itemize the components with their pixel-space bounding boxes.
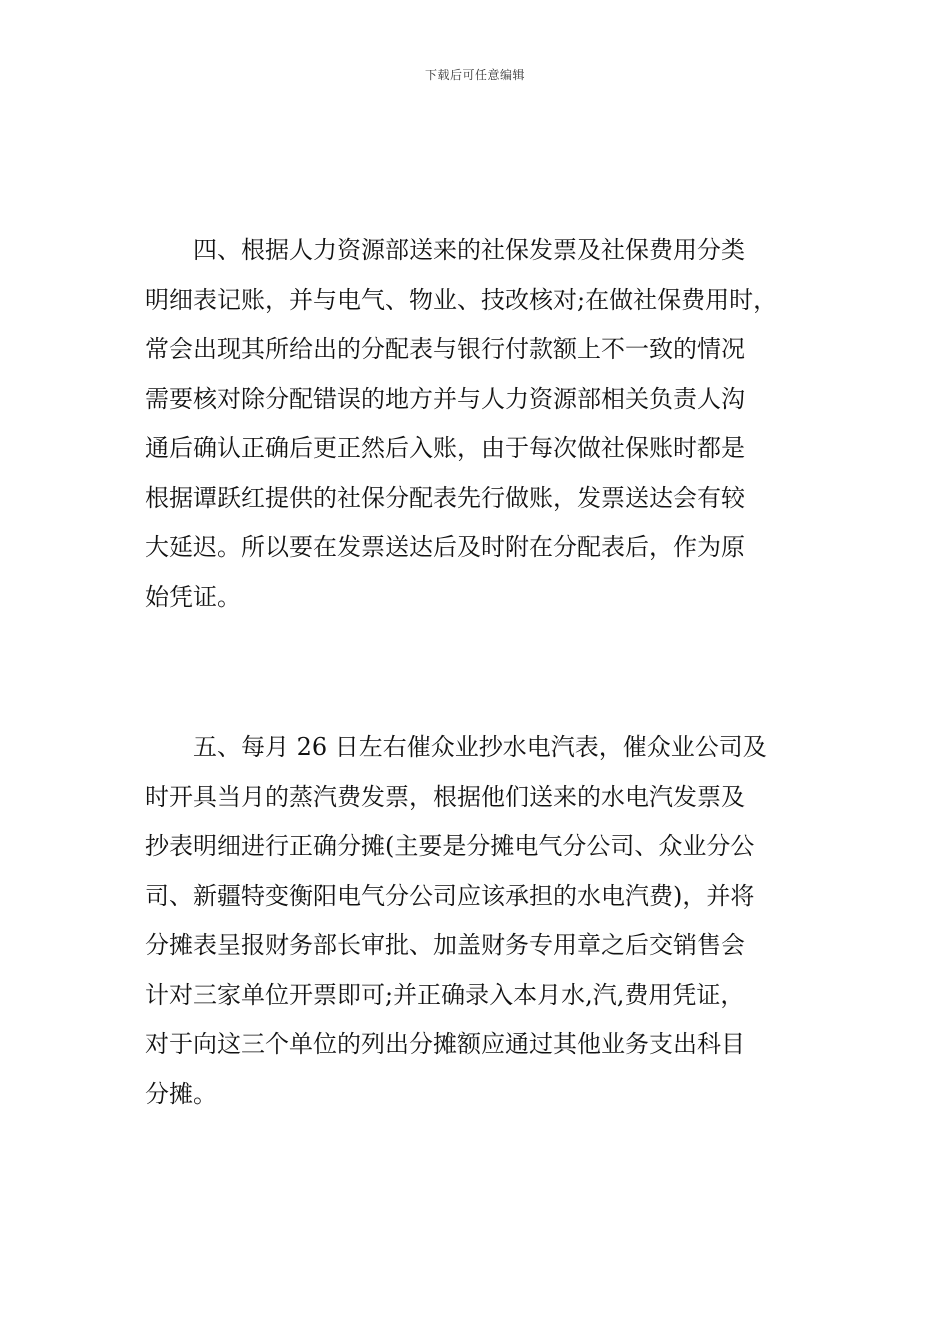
paragraph-line: 对于向这三个单位的列出分摊额应通过其他业务支出科目 (145, 1030, 745, 1058)
paragraph-line: 五、每月 26 日左右催众业抄水电汽表，催众业公司及 (193, 733, 767, 761)
paragraph-line: 始凭证。 (145, 582, 241, 611)
paragraph-line: 通后确认正确后更正然后入账，由于每次做社保账时都是 (145, 434, 745, 462)
paragraph-line: 司、新疆特变衡阳电气分公司应该承担的水电汽费)，并将 (145, 881, 755, 910)
paragraph-line: 明细表记账，并与电气、物业、技改核对;在做社保费用时， (145, 285, 778, 314)
paragraph-line: 分摊。 (145, 1079, 217, 1108)
paragraph-line: 抄表明细进行正确分摊(主要是分摊电气分公司、众业分公 (145, 832, 755, 860)
paragraph-four (145, 226, 810, 622)
paragraph-line: 需要核对除分配错误的地方并与人力资源部相关负责人沟 (145, 384, 745, 413)
page-header: 下载后可任意编辑 (424, 68, 525, 82)
paragraph-line: 分摊表呈报财务部长审批、加盖财务专用章之后交销售会 (145, 931, 745, 959)
paragraph-five (145, 723, 810, 1119)
paragraph-line: 根据谭跃红提供的社保分配表先行做账，发票送达会有较 (145, 483, 745, 512)
paragraph-line: 四、根据人力资源部送来的社保发票及社保费用分类 (193, 236, 745, 264)
paragraph-line: 时开具当月的蒸汽费发票，根据他们送来的水电汽发票及 (145, 782, 745, 811)
paragraph-line: 大延迟。所以要在发票送达后及时附在分配表后，作为原 (145, 533, 745, 561)
paragraph-line: 常会出现其所给出的分配表与银行付款额上不一致的情况 (145, 335, 745, 363)
paragraph-line: 计对三家单位开票即可;并正确录入本月水,汽,费用凭证， (145, 980, 745, 1009)
